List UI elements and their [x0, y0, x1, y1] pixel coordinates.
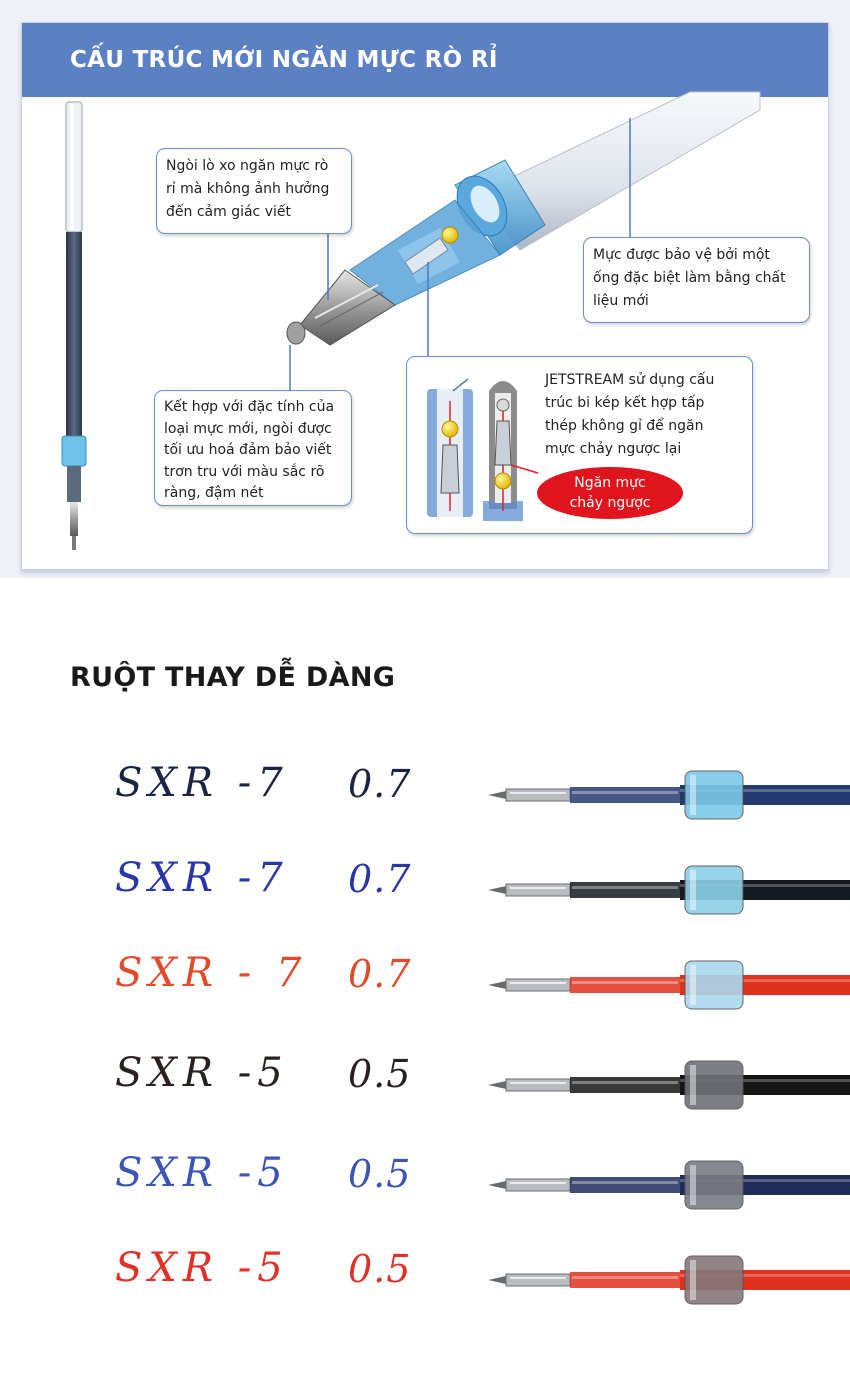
- refill-row: [0, 1140, 850, 1230]
- refill-row: [0, 750, 850, 840]
- refill-part: [506, 884, 570, 896]
- structure-panel: [0, 0, 850, 578]
- refill-part: [570, 1077, 680, 1093]
- refill-part: [510, 1277, 566, 1279]
- refill-section-title: RUỘT THAY DỄ DÀNG: [70, 662, 396, 693]
- refill-part: [572, 981, 678, 984]
- refill-part: [690, 775, 696, 815]
- refill-model-label: SXR -7: [115, 855, 289, 901]
- refill-part: [572, 1081, 678, 1084]
- refill-part: [510, 982, 566, 984]
- refill-model-label: SXR - 7: [115, 950, 308, 996]
- refill-part: [506, 1079, 570, 1091]
- refill-size-label: 0.7: [348, 952, 412, 996]
- refill-part: [488, 886, 506, 894]
- refill-photo: [480, 1040, 850, 1130]
- double-ball-cross-section: [413, 361, 543, 531]
- refill-part: [690, 1065, 696, 1105]
- refill-part: [510, 792, 566, 794]
- refill-size-label: 0.5: [348, 1247, 412, 1291]
- refill-part: [510, 1182, 566, 1184]
- refill-part: [690, 870, 696, 910]
- refill-part: [510, 887, 566, 889]
- refill-model-label: SXR -5: [115, 1245, 289, 1291]
- refill-part: [572, 1276, 678, 1279]
- jetstream-detail-box: [406, 356, 753, 534]
- refill-part: [506, 1274, 570, 1286]
- refill-photo: [480, 750, 850, 840]
- side-refill-illustration: [62, 102, 86, 550]
- jetstream-text: JETSTREAM sử dụng cấu trúc bi kép kết hợp tấp thép không gỉ để ngăn mực chảy ngược lại: [545, 372, 715, 457]
- refill-part: [570, 1272, 680, 1288]
- refill-part: [488, 1181, 506, 1189]
- refill-part: [570, 882, 680, 898]
- refill-part: [506, 979, 570, 991]
- refill-part: [488, 981, 506, 989]
- refill-part: [488, 791, 506, 799]
- refill-photo: [480, 1235, 850, 1325]
- refill-part: [506, 1179, 570, 1191]
- refill-model-label: SXR -5: [115, 1050, 289, 1096]
- refill-row: [0, 940, 850, 1030]
- refill-part: [572, 1181, 678, 1184]
- refill-photo: [480, 940, 850, 1030]
- refill-part: [510, 1082, 566, 1084]
- callout-ink-quality: Kết hợp với đặc tính của loại mực mới, ngòi được tối ưu hoá đảm bảo viết trơn tru với màu sắc rõ ràng, đậm nét: [154, 390, 352, 506]
- refill-part: [690, 1260, 696, 1300]
- refill-size-label: 0.7: [348, 857, 412, 901]
- refill-model-label: SXR -7: [115, 760, 289, 806]
- refill-size-label: 0.5: [348, 1152, 412, 1196]
- callout-ink-tube: Mực được bảo vệ bởi một ống đặc biệt làm bằng chất liệu mới: [583, 237, 810, 323]
- refill-part: [570, 1177, 680, 1193]
- refill-part: [572, 791, 678, 794]
- refill-photo: [480, 1140, 850, 1230]
- refill-part: [690, 965, 696, 1005]
- refill-size-label: 0.7: [348, 762, 412, 806]
- refill-part: [506, 789, 570, 801]
- refill-row: [0, 1040, 850, 1130]
- refill-part: [570, 787, 680, 803]
- refill-part: [572, 886, 678, 889]
- refill-part: [488, 1081, 506, 1089]
- refill-row: [0, 845, 850, 935]
- refill-model-label: SXR -5: [115, 1150, 289, 1196]
- refill-part: [488, 1276, 506, 1284]
- refill-part: [690, 1165, 696, 1205]
- refill-size-label: 0.5: [348, 1052, 412, 1096]
- callout-spring-tip: Ngòi lò xo ngăn mực rò rỉ mà không ảnh hưởng đến cảm giác viết: [156, 148, 352, 234]
- structure-title: CẤU TRÚC MỚI NGĂN MỰC RÒ RỈ: [70, 47, 498, 73]
- refill-row: [0, 1235, 850, 1325]
- refill-photo: [480, 845, 850, 935]
- refill-part: [570, 977, 680, 993]
- backflow-badge: Ngăn mực chảy ngược: [537, 467, 683, 519]
